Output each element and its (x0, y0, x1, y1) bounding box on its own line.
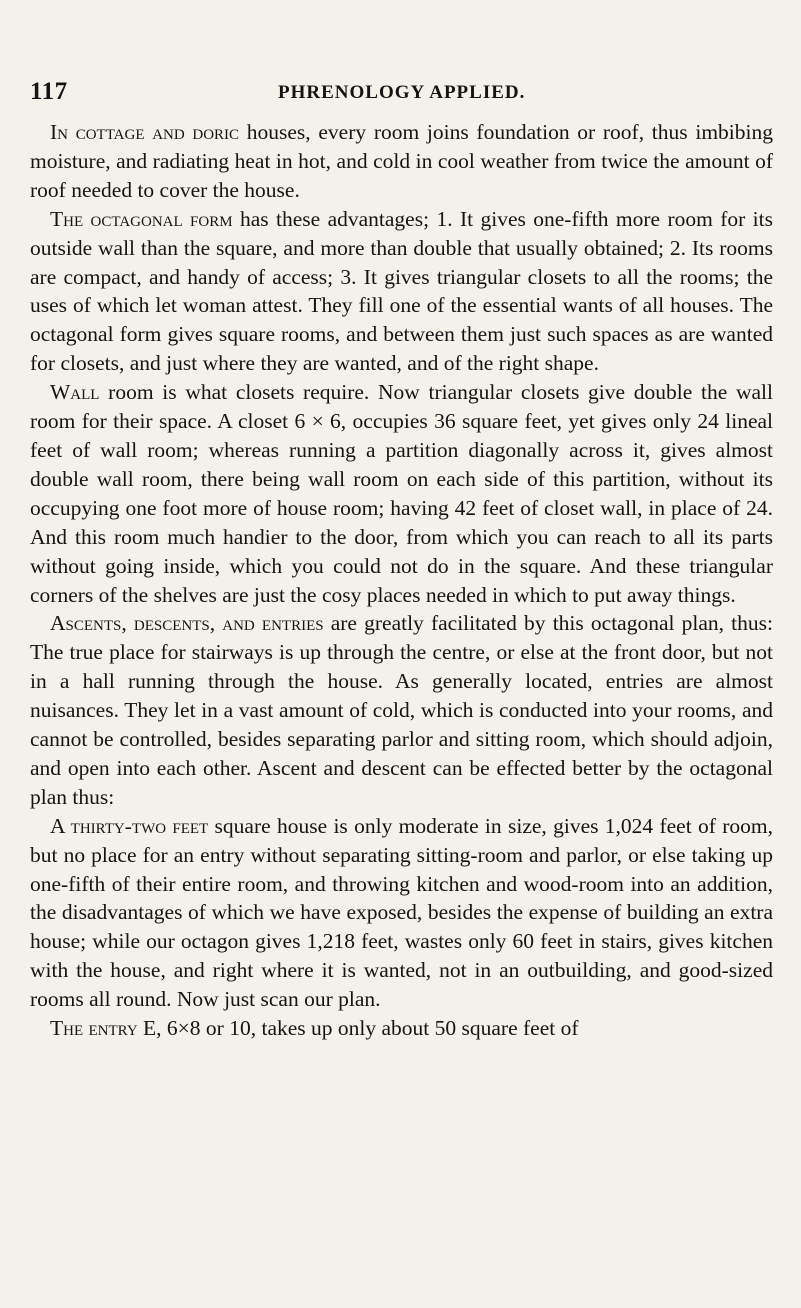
running-head (30, 78, 771, 108)
paragraph-lead: Ascents, descents, and entries (50, 611, 324, 636)
page-number: 117 (30, 78, 68, 105)
paragraph-cottage-doric (30, 118, 773, 205)
paragraph-lead: The entry (50, 1016, 138, 1041)
paragraph-text: are greatly facilitated by this octagonal plan, thus: The true place for stairways is up through the centre, or else at the front door, but not in a hall running through the house. As generally located, entries are almost nuisances. They let in a vast amount of cold, which is conducted into your rooms, and cannot be controlled, besides separating parlor and sitting room, which should adjoin, and open into each other. Ascent and descent can be effected better by the octagonal plan thus: (30, 611, 773, 809)
paragraph-wall-room (30, 378, 773, 609)
paragraph-lead: A thirty-two feet (50, 813, 209, 838)
paragraph-lead: The octagonal form (50, 206, 233, 231)
paragraph-thirty-two-feet (30, 812, 773, 1014)
paragraph-text: room is what closets require. Now triangular closets give double the wall room for their space. A closet 6 × 6, occupies 36 square feet, yet gives only 24 lineal feet of wall room; whereas running a partition diagonally across it, gives almost double wall room, there being wall room on each side of this partition, without its occupying one foot more of house room; having 42 feet of closet wall, in place of 24. And this room much handier to the door, from which you can reach to all its parts without going inside, which you could not do in the square. And these triangular corners of the shelves are just the cosy places needed in which to put away things. (30, 380, 773, 607)
running-title: PHRENOLOGY APPLIED. (278, 82, 526, 103)
paragraph-lead: In cottage and doric (50, 120, 240, 144)
paragraph-text: square house is only moderate in size, gives 1,024 feet of room, but no place for an entry without separating sitting-room and parlor, or else taking up one-fifth of their entire room, and throwing kitchen and wood-room into an addition, the disadvantages of which we have exposed, besides the expense of building an extra house; while our octagon gives 1,218 feet, wastes only 60 feet in stairs, gives kitchen with the house, and right where it is wanted, not in an outbuilding, and good-sized rooms all round. Now just scan our plan. (30, 813, 773, 1012)
paragraph-octagonal-form (30, 205, 773, 378)
paragraph-text: houses, every room joins foundation or roof, thus imbibing moisture, and radiating heat in hot, and cold in cool weather from twice the amount of roof needed to cover the house. (30, 120, 773, 202)
paragraph-text: E, 6×8 or 10, takes up only about 50 square feet of (137, 1016, 579, 1041)
paragraph-entry (30, 1014, 773, 1043)
paragraph-text: has these advantages; 1. It gives one-fifth more room for its outside wall than the square, and more than double that usually obtained; 2. Its rooms are compact, and handy of access; 3. It gives triangular closets to all the rooms; the uses of which let woman attest. They fill one of the essential wants of all houses. The octagonal form gives square rooms, and between them just such spaces as are wanted for closets, and just where they are wanted, and of the right shape. (30, 206, 773, 376)
paragraph-lead: Wall (50, 380, 100, 405)
paragraph-ascents (30, 609, 773, 811)
body-text (30, 118, 773, 1043)
